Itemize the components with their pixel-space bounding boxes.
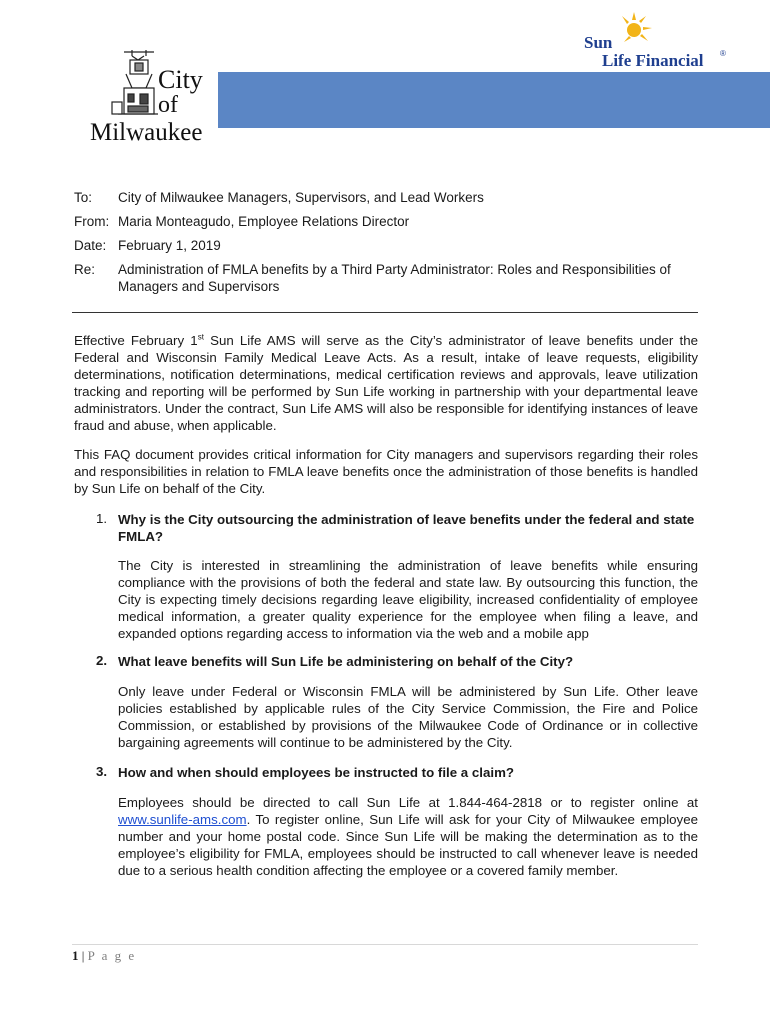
memo-to-label: To: — [74, 190, 93, 205]
page-separator: | — [81, 948, 85, 963]
memo-re-label: Re: — [74, 262, 96, 277]
faq-3-number: 3. — [96, 764, 108, 779]
page-label: P a g e — [87, 948, 137, 963]
intro-paragraph-1 — [74, 332, 698, 434]
faq-2-question: What leave benefits will Sun Life be administering on behalf of the City? — [118, 654, 574, 669]
faq-3-answer-post: . To register online, Sun Life will ask for your City of Milwaukee employee number and your home postal code. Since Sun Life will be making the determination as to the employee’s eligibility for FMLA, employees should be instructed to call whenever leave is needed due to a serious health condition affecting the employee or a covered family member. — [118, 812, 698, 878]
memo-to-value: City of Milwaukee Managers, Supervisors, and Lead Workers — [118, 190, 484, 205]
faq-3-answer — [118, 794, 698, 879]
intro-paragraph-2: This FAQ document provides critical information for City managers and supervisors regarding their roles and responsibilities in relation to FMLA leave benefits once the administration of those benefits is handled by Sun Life on behalf of the City. — [74, 447, 698, 496]
intro-p1-superscript: st — [197, 332, 204, 342]
city-logo-word-milwaukee: Milwaukee — [90, 119, 203, 144]
sun-life-financial-logo — [580, 8, 730, 70]
page-footer — [72, 948, 136, 964]
city-of-milwaukee-logo — [88, 48, 218, 144]
faq-1-question: Why is the City outsourcing the administration of leave benefits under the federal and state FMLA? — [118, 512, 695, 544]
faq-1-answer: The City is interested in streamlining the administration of leave benefits while ensuring compliance with the provisions of both the federal and state law. By outsourcing this function, the City is expecting timely decisions regarding leave eligibility, increased confidentiality of employee medical information, a greater quality experience for the employee when filing a leave, and expanded options regarding access to information via the web and a mobile app — [118, 558, 698, 641]
memo-from-label: From: — [74, 214, 110, 229]
header-blue-band — [222, 72, 770, 128]
sunlife-registered-mark: ® — [720, 49, 726, 58]
intro-p1-start: Effective February 1 — [74, 333, 198, 348]
footer-divider — [72, 944, 698, 945]
memo-re-value: Administration of FMLA benefits by a Third Party Administrator: Roles and Responsibilities of Managers and Supervisors — [118, 262, 671, 294]
sunlife-logo-word-sun: Sun — [584, 33, 613, 52]
page-number: 1 — [72, 948, 79, 963]
faq-3-answer-pre: Employees should be directed to call Sun Life at 1.844-464-2818 or to register online at — [118, 795, 698, 810]
faq-2-number: 2. — [96, 653, 108, 668]
sunlife-ams-link[interactable]: www.sunlife-ams.com — [118, 812, 247, 827]
intro-p1-rest: Sun Life AMS will serve as the City’s administrator of leave benefits under the Federal and Wisconsin Family Medical Leave Acts. As a result, intake of leave requests, eligibility determinations, notification determinations, medical certification reviews and approvals, leave utilization tracking and reporting will be performed by Sun Life working in partnership with your departmental leave administrators. Under the contract, Sun Life AMS will also be responsible for identifying instances of leave fraud and abuse, when applicable. — [74, 333, 698, 433]
faq-2-answer: Only leave under Federal or Wisconsin FMLA will be administered by Sun Life. Other leave policies established by applicable rules of the City Service Commission, the Fire and Police Commission, or established by provisions of the Milwaukee Code of Ordinance or in collective bargaining agreements will continue to be administered by the City. — [118, 684, 698, 750]
memo-divider — [72, 312, 698, 313]
city-logo-word-city: City — [158, 65, 203, 94]
memo-date-label: Date: — [74, 238, 107, 253]
memo-date-value: February 1, 2019 — [118, 238, 221, 253]
sun-icon — [622, 12, 652, 42]
faq-1-number: 1. — [96, 511, 108, 526]
city-logo-word-of: of — [158, 92, 178, 118]
sunlife-logo-word-financial: Life Financial — [602, 51, 704, 70]
memo-from-value: Maria Monteagudo, Employee Relations Director — [118, 214, 410, 229]
faq-3-question: How and when should employees be instructed to file a claim? — [118, 765, 515, 780]
